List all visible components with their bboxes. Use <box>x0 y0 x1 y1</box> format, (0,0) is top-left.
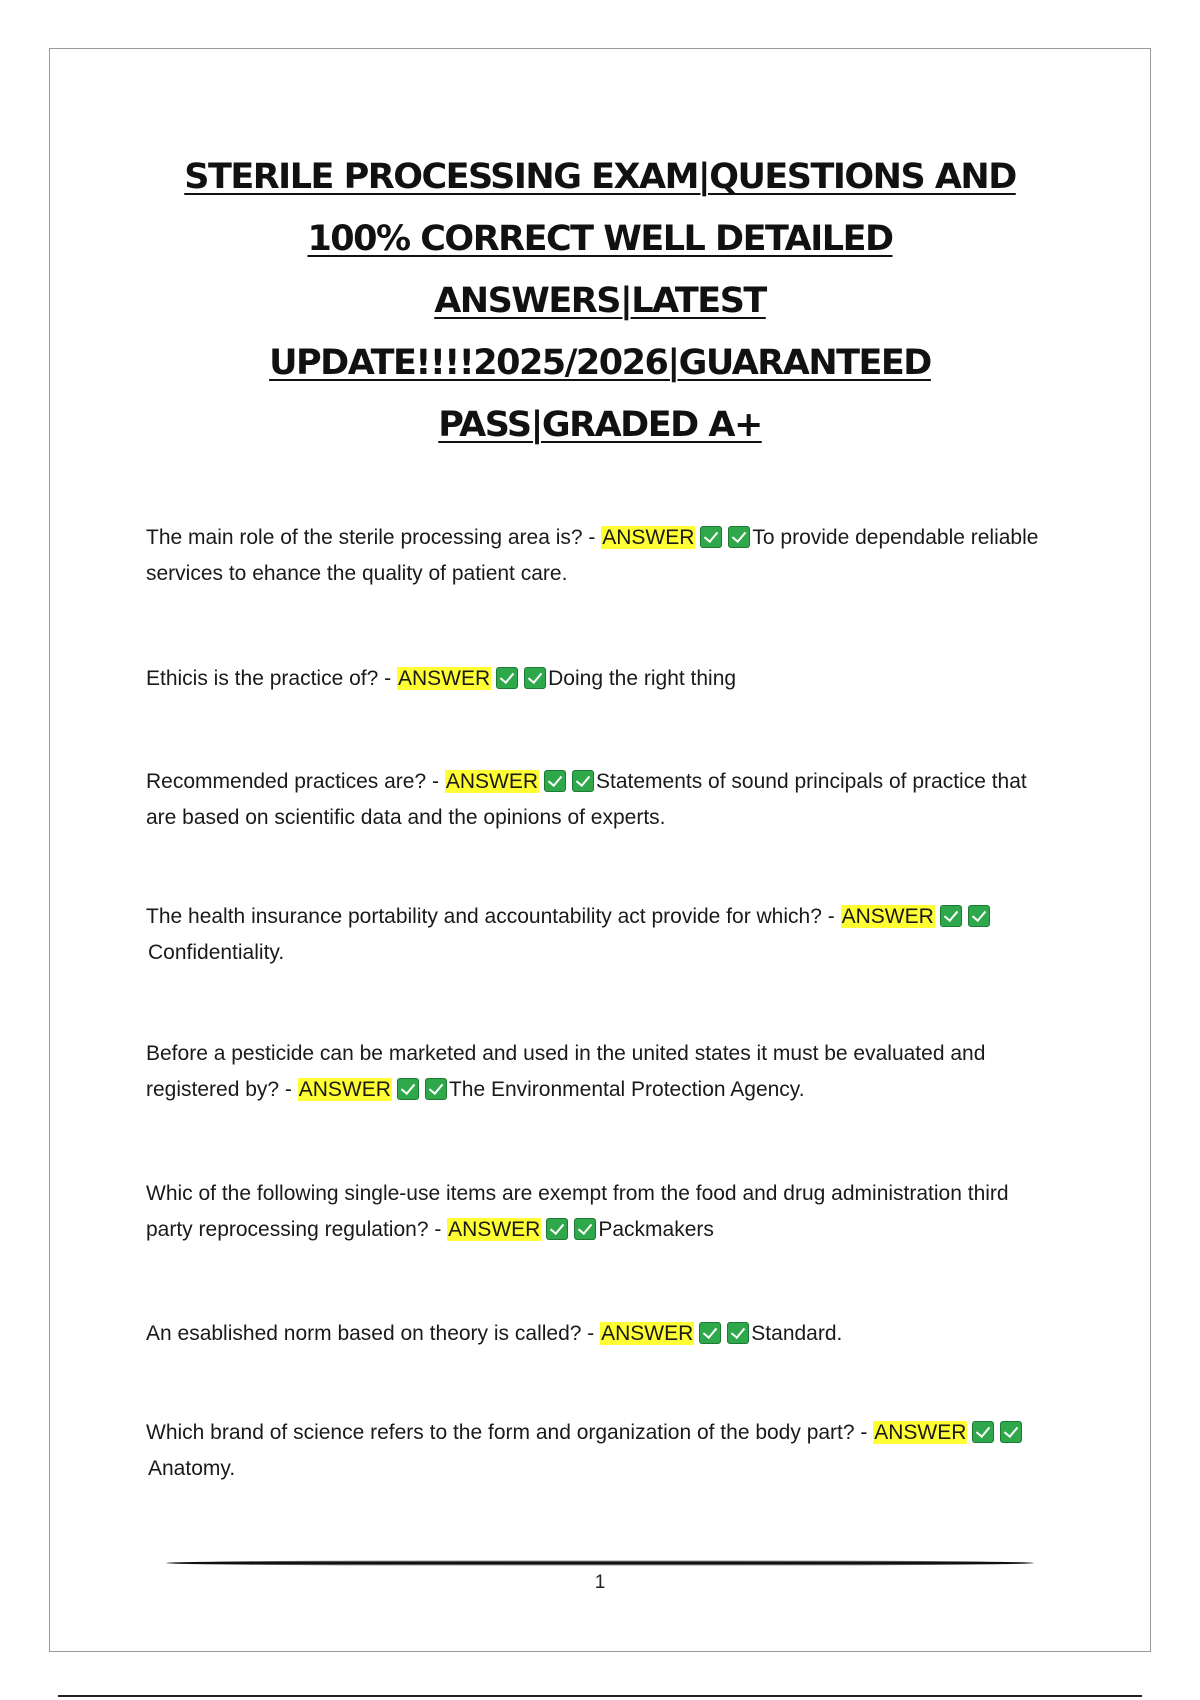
title-line: STERILE PROCESSING EXAM|QUESTIONS AND <box>184 157 1016 197</box>
check-mark-icon <box>572 770 594 792</box>
check-mark-icon <box>397 1078 419 1100</box>
qa-item <box>146 1176 1056 1248</box>
question-text: The main role of the sterile processing area is? - <box>146 526 602 549</box>
answer-text: Doing the right thing <box>548 667 737 690</box>
answer-text: Packmakers <box>598 1218 714 1241</box>
check-mark-icon <box>496 667 518 689</box>
check-mark-icon <box>574 1218 596 1240</box>
question-text: Whic of the following single-use items are exempt from the food and drug administration third party reprocessing regulation? - <box>146 1182 1009 1241</box>
page-number: 1 <box>594 1572 606 1593</box>
qa-item <box>146 520 1056 592</box>
question-text: Before a pesticide can be marketed and used in the united states it must be evaluated and registered by? - <box>146 1042 986 1101</box>
answer-text: Standard. <box>751 1322 843 1345</box>
check-mark-icon <box>546 1218 568 1240</box>
answer-text: The Environmental Protection Agency. <box>448 1078 805 1101</box>
qa-item <box>146 899 1056 971</box>
check-mark-icon <box>544 770 566 792</box>
answer-label: ANSWER <box>874 1421 967 1444</box>
check-mark-icon <box>940 905 962 927</box>
answer-label: ANSWER <box>445 770 538 793</box>
answer-label: ANSWER <box>397 667 491 690</box>
answer-text: Anatomy. <box>148 1457 236 1480</box>
qa-item <box>146 1316 1056 1352</box>
qa-item <box>146 764 1056 836</box>
qa-item <box>146 1036 1056 1108</box>
question-text: An esablished norm based on theory is called? - <box>146 1322 601 1345</box>
answer-label: ANSWER <box>448 1218 541 1241</box>
check-mark-icon <box>699 1322 721 1344</box>
answer-label: ANSWER <box>601 1322 694 1345</box>
check-mark-icon <box>524 667 546 689</box>
qa-item <box>146 1415 1056 1487</box>
question-text: The health insurance portability and accountability act provide for which? - <box>146 905 841 928</box>
check-mark-icon <box>972 1421 994 1443</box>
answer-text: Statements of sound principals of practice that are based on scientific data and the opinions of experts. <box>146 770 1027 829</box>
title-line: 100% CORRECT WELL DETAILED <box>307 219 893 259</box>
title-line: PASS|GRADED A+ <box>438 405 762 445</box>
answer-text: Confidentiality. <box>148 941 285 964</box>
check-mark-icon <box>728 526 750 548</box>
answer-label: ANSWER <box>841 905 934 928</box>
check-mark-icon <box>968 905 990 927</box>
question-text: Recommended practices are? - <box>146 770 445 793</box>
check-mark-icon <box>1000 1421 1022 1443</box>
answer-label: ANSWER <box>602 526 695 549</box>
question-text: Ethicis is the practice of? - <box>146 667 397 690</box>
footer-divider <box>166 1560 1034 1566</box>
document-title <box>120 146 1080 456</box>
title-line: UPDATE!!!!2025/2026|GUARANTEED <box>269 343 931 383</box>
answer-text: To provide dependable reliable services to ehance the quality of patient care. <box>146 526 1039 585</box>
question-text: Which brand of science refers to the form and organization of the body part? - <box>146 1421 874 1444</box>
check-mark-icon <box>425 1078 447 1100</box>
qa-item <box>146 661 1056 697</box>
title-line: ANSWERS|LATEST <box>434 281 766 321</box>
check-mark-icon <box>727 1322 749 1344</box>
bottom-divider <box>58 1695 1142 1697</box>
check-mark-icon <box>700 526 722 548</box>
answer-label: ANSWER <box>298 1078 391 1101</box>
